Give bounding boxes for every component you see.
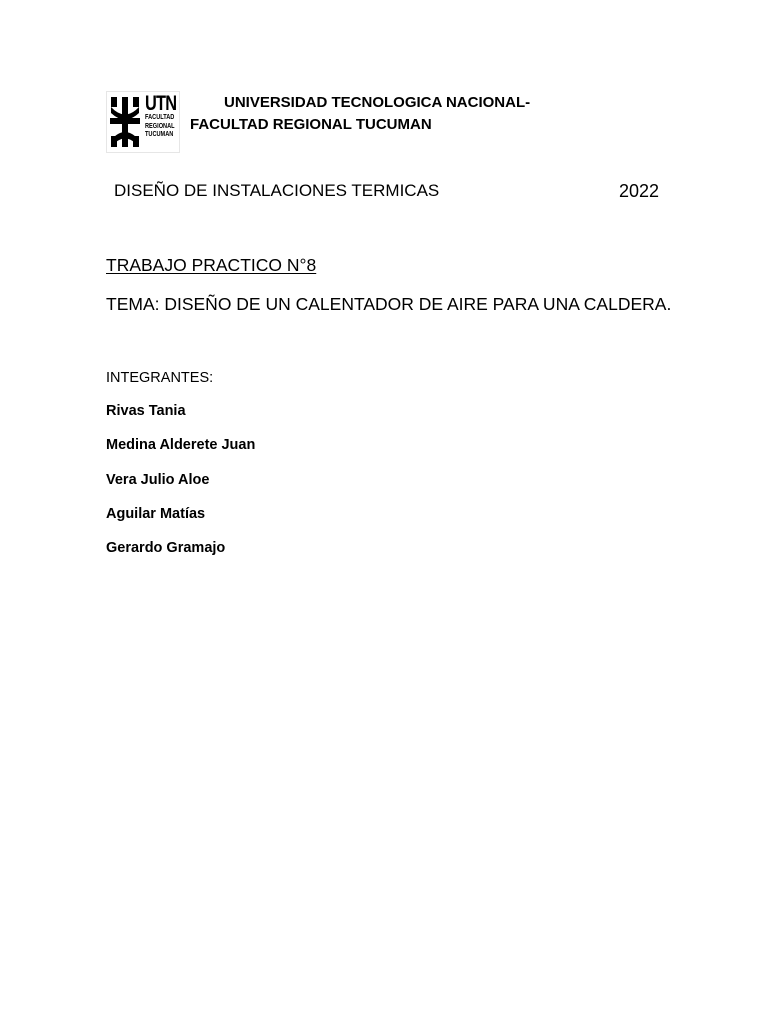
member-name: Aguilar Matías (106, 505, 206, 522)
faculty-name: FACULTAD REGIONAL TUCUMAN (190, 116, 432, 133)
assignment-title: TRABAJO PRACTICO N°8 (106, 255, 317, 275)
university-name: UNIVERSIDAD TECNOLOGICA NACIONAL- (224, 94, 531, 111)
members-list (106, 403, 255, 574)
member-name: Gerardo Gramajo (106, 540, 226, 557)
logo-line-1: FACULTAD (145, 114, 175, 121)
members-label: INTEGRANTES: (106, 370, 214, 386)
course-year: 2022 (619, 181, 660, 201)
course-name: DISEÑO DE INSTALACIONES TERMICAS (114, 181, 440, 200)
utn-logo (107, 92, 179, 152)
member-name: Medina Alderete Juan (106, 437, 256, 454)
logo-line-2: REGIONAL (145, 122, 175, 130)
member-name: Rivas Tania (106, 403, 186, 419)
utn-logo-icon (107, 92, 147, 152)
logo-acronym: UTN (145, 92, 177, 115)
logo-line-3: TUCUMAN (145, 131, 174, 139)
logo-text (145, 94, 185, 140)
member-name: Vera Julio Aloe (106, 471, 210, 488)
assignment-topic: TEMA: DISEÑO DE UN CALENTADOR DE AIRE PARA UNA CALDERA. (106, 294, 672, 314)
